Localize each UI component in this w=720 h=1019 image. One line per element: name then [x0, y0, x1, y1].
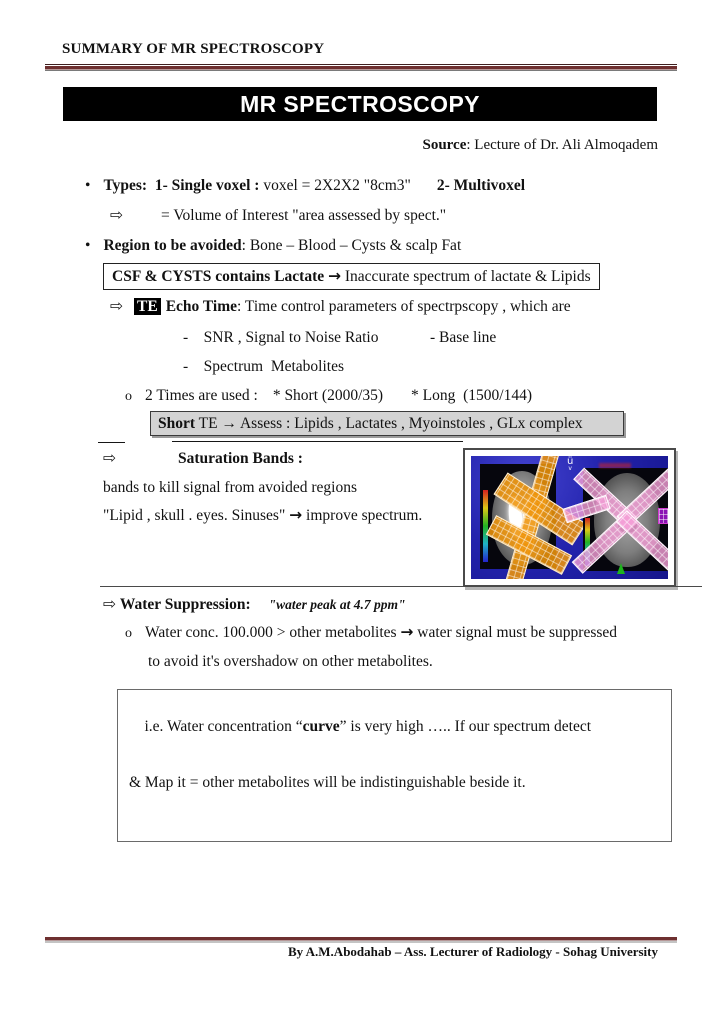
header-divider-rule: [45, 64, 677, 71]
purple-voxel-marker: [658, 508, 668, 524]
footer-divider-rule: [45, 937, 677, 943]
right-arrow-icon: →: [328, 267, 342, 285]
overline-segment: [98, 442, 125, 443]
two-times-line: [125, 386, 532, 406]
circle-bullet-icon: o: [125, 626, 132, 641]
short-te-bold: Short: [158, 415, 196, 432]
hollow-arrow-icon: ⇨: [110, 297, 123, 315]
types-multivoxel: 2- Multivoxel: [436, 177, 526, 194]
source-text: : Lecture of Dr. Ali Almoqadem: [466, 137, 658, 153]
bullet-icon: •: [85, 237, 91, 254]
short-te-rest: TE → Assess : Lipids , Lactates , Myoinstoles , GLx complex: [195, 415, 583, 432]
voi-text: = Volume of Interest "area assessed by spect.": [161, 207, 447, 224]
title-banner: [63, 87, 657, 121]
water-quote: "water peak at 4.7 ppm": [268, 597, 406, 612]
times-short: * Short (2000/35): [272, 387, 384, 404]
lipid-line: [103, 506, 422, 525]
region-normal: : Bone – Blood – Cysts & scalp Fat: [241, 237, 462, 254]
note-bold: curve: [302, 718, 340, 736]
note-pre: i.e. Water concentration “: [144, 718, 303, 736]
water-conc-post: water signal must be suppressed: [413, 624, 618, 641]
te-highlight-chip: TE: [134, 298, 161, 315]
csf-lactate-box: [103, 263, 600, 290]
colorbar-left: [483, 490, 488, 562]
saturation-colon: :: [293, 450, 303, 467]
note-post: ” is very high ….. If our spectrum detect: [339, 718, 592, 736]
right-arrow-icon: →: [289, 506, 303, 524]
spectrum-item: - Spectrum Metabolites: [183, 358, 344, 375]
voi-line: [110, 206, 446, 225]
saturation-bands-figure: [463, 448, 676, 587]
mri-figure-canvas: [471, 456, 668, 579]
water-conc-pre: Water conc. 100.000 > other metabolites: [145, 624, 401, 641]
lipid-pre: "Lipid , skull . eyes. Sinuses": [103, 507, 290, 524]
csf-normal: Inaccurate spectrum of lactate & Lipids: [341, 268, 591, 285]
overline-segment: [172, 441, 463, 442]
hollow-arrow-icon: ⇨: [103, 595, 116, 613]
right-arrow-icon: →: [400, 623, 414, 641]
section-divider-line: [100, 586, 702, 587]
footer-credit: By A.M.Abodahab – Ass. Lecturer of Radiology - Sohag University: [287, 944, 658, 959]
lipid-post: improve spectrum.: [302, 507, 423, 524]
water-note-box: [117, 689, 672, 842]
source-label: Source: [422, 137, 467, 153]
title-banner-text: MR SPECTROSCOPY: [240, 90, 480, 117]
baseline-item: - Base line: [430, 329, 497, 346]
saturation-bands-line: [103, 449, 303, 468]
hollow-arrow-icon: ⇨: [103, 449, 116, 467]
note-line2: & Map it = other metabolites will be indistinguishable beside it.: [129, 774, 526, 792]
water-suppression-line: [103, 595, 406, 614]
hollow-arrow-icon: ⇨: [110, 206, 123, 224]
water-colon: :: [245, 596, 251, 613]
circle-bullet-icon: o: [125, 389, 132, 404]
region-bold: Region to be avoided: [103, 237, 242, 254]
saturation-desc-line: bands to kill signal from avoided regions: [103, 479, 357, 496]
water-conc-line: [125, 623, 617, 643]
types-normal: voxel = 2X2X2 "8cm3": [263, 177, 411, 194]
bullet-icon: •: [85, 177, 91, 194]
times-label: 2 Times are used :: [145, 387, 258, 404]
region-line: [85, 236, 461, 255]
page-header-title: SUMMARY OF MR SPECTROSCOPY: [62, 41, 325, 57]
water-bold: Water Suppression: [119, 596, 246, 613]
echo-time-line: [110, 297, 571, 316]
times-long: * Long (1500/144): [411, 387, 533, 404]
csf-bold: CSF & CYSTS contains Lactate: [112, 268, 329, 285]
white-glyph: ü v: [567, 456, 574, 472]
types-line: [85, 176, 525, 195]
short-te-highlight-box: [150, 411, 624, 436]
water-conc-line2: to avoid it's overshadow on other metabolites.: [148, 653, 433, 670]
echo-time-bold: Echo Time: [165, 298, 238, 315]
echo-time-normal: : Time control parameters of spectrpscopy , which are: [237, 298, 571, 315]
snr-item: - SNR , Signal to Noise Ratio: [183, 329, 379, 346]
note-line1: [145, 718, 592, 735]
saturation-bold: Saturation Bands: [178, 450, 294, 467]
source-line: [258, 136, 658, 155]
types-bold: Types: 1- Single voxel :: [103, 177, 264, 194]
red-overlay-text-smudge: [599, 463, 631, 468]
